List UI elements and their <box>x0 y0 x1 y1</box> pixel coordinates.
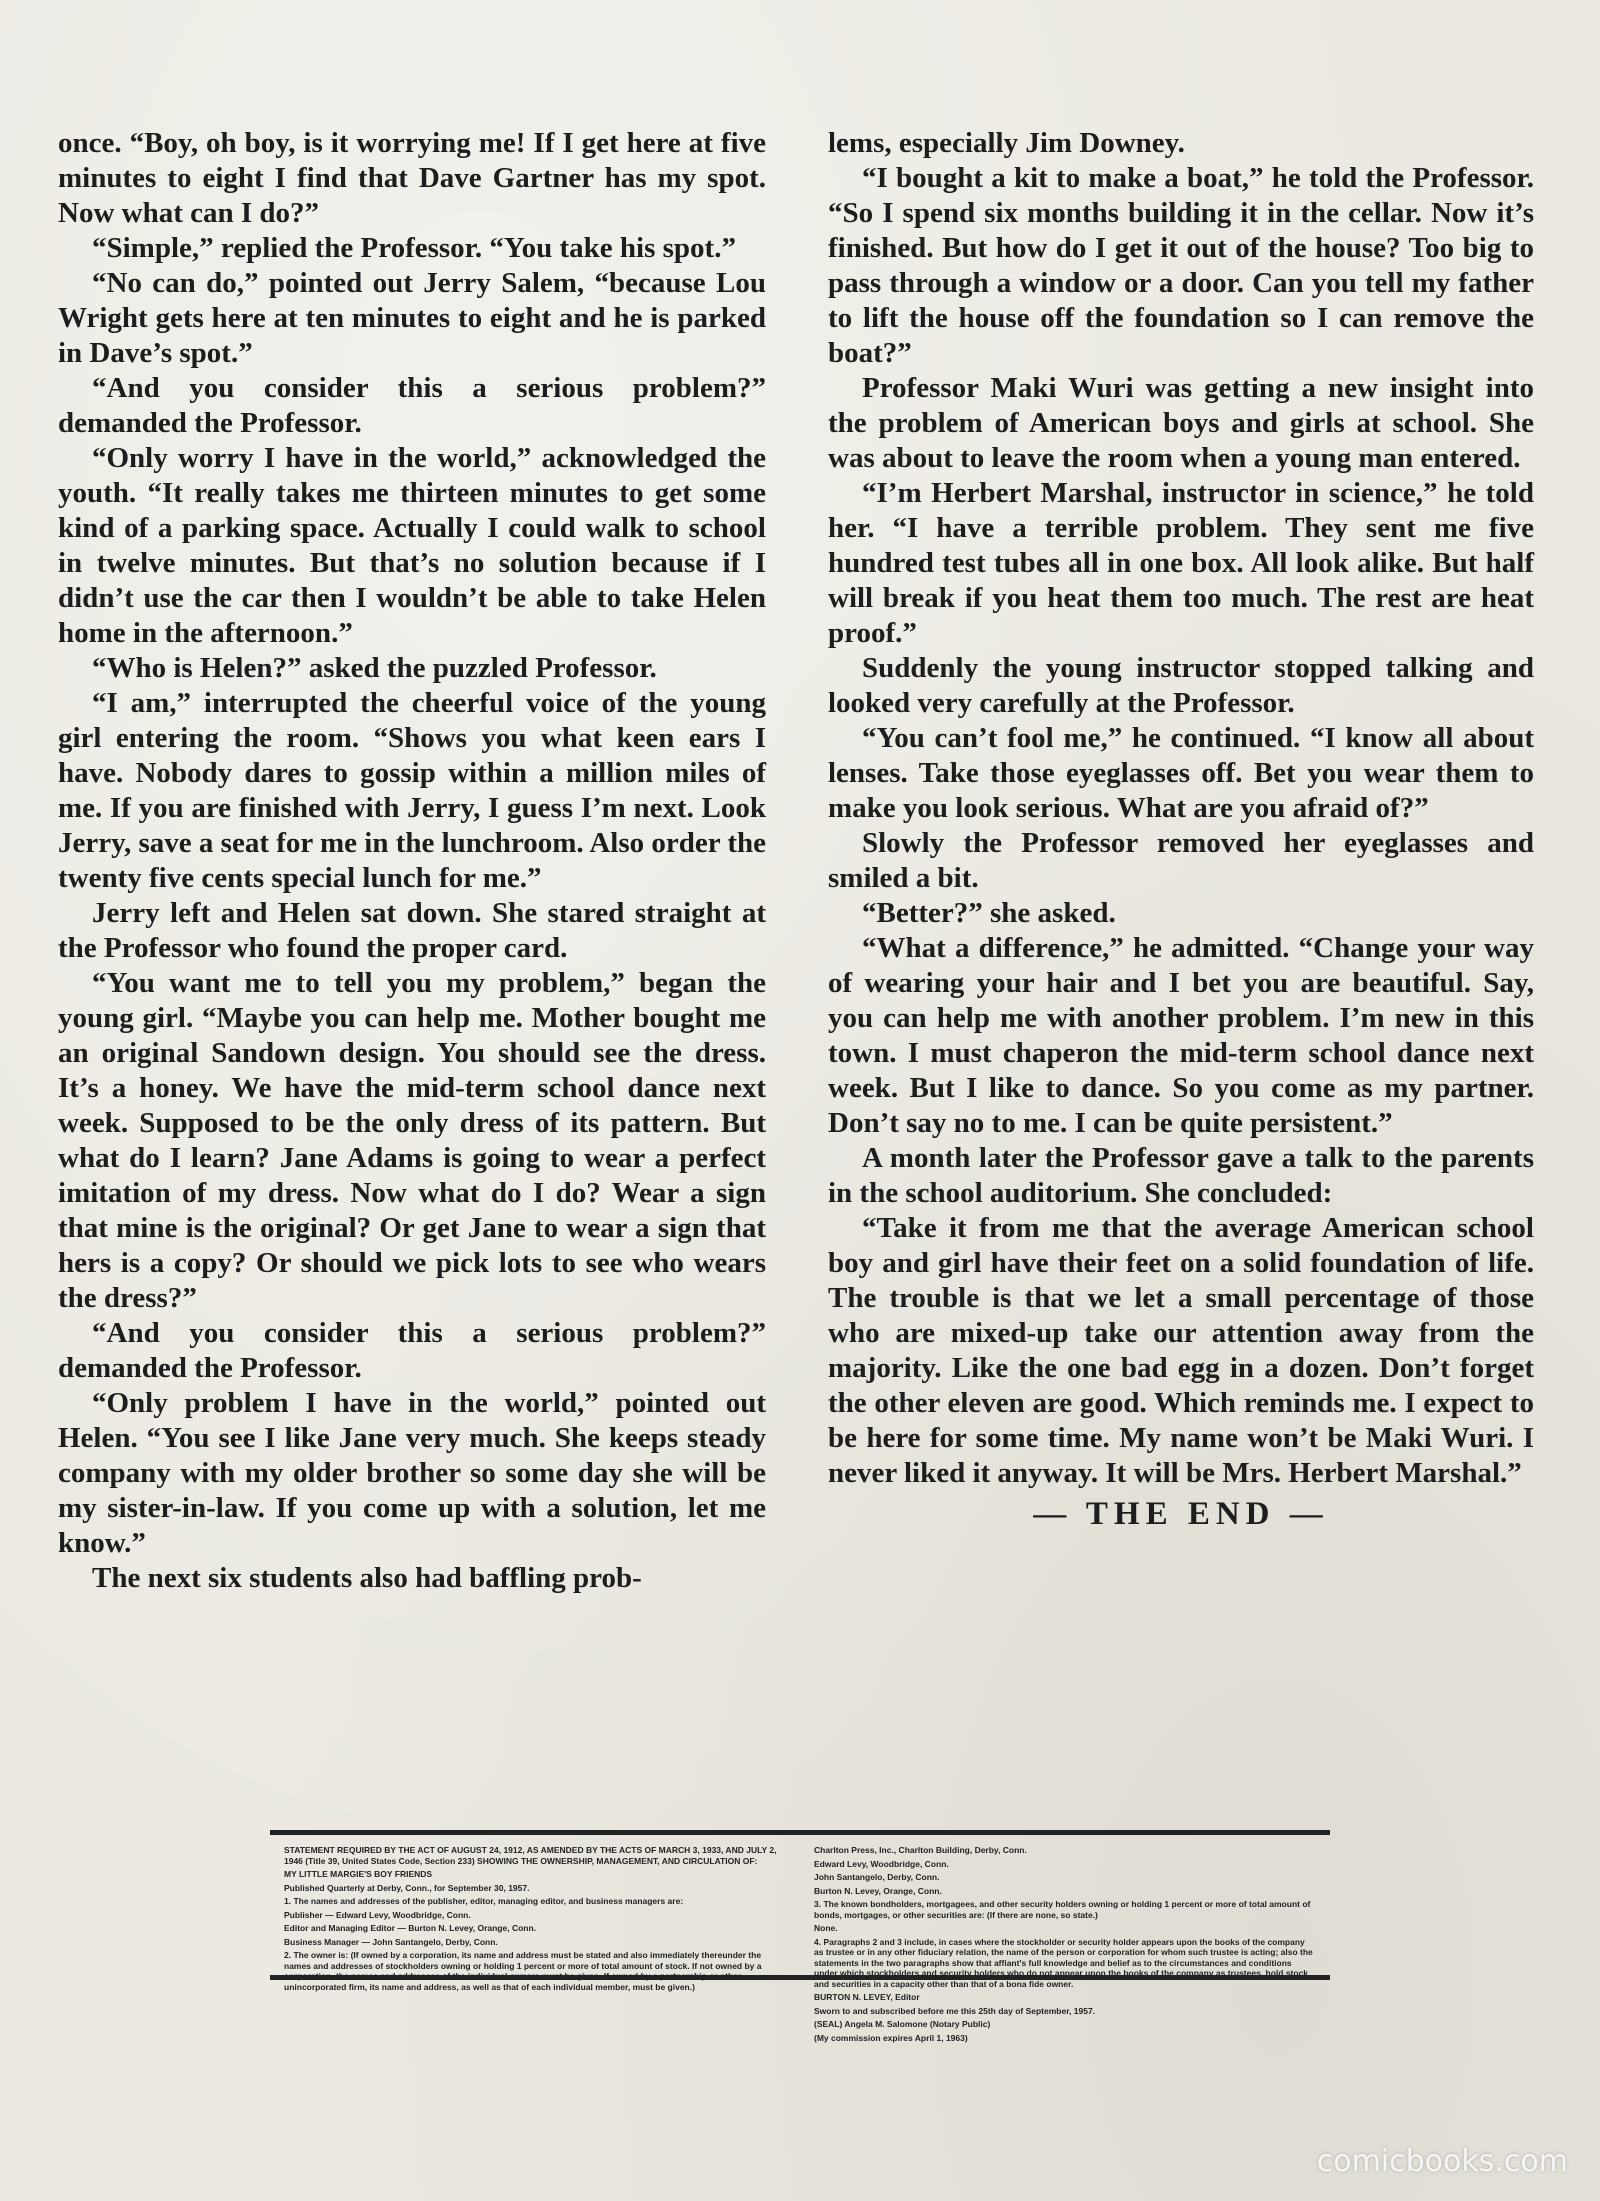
statement-line: Published Quarterly at Derby, Conn., for September 30, 1957. <box>284 1882 530 1893</box>
statement-left-column <box>284 1845 786 1992</box>
statement-line: Burton N. Levey, Orange, Conn. <box>814 1885 942 1896</box>
statement-line: (My commission expires April 1, 1963) <box>814 2032 968 2043</box>
statement-line: (SEAL) Angela M. Salomone (Notary Public) <box>814 2019 991 2029</box>
statement-line: 2. The owner is: (If owned by a corporation, its name and address must be stated and also immediately thereunder the names and addresses of stockholders owning or holding 1 percent or more of total amount of stock. If not owned by a corporation, the names and addresses of the individual owners must be given. If owned by a partnership or other unincorporated firm, its name and address, as well as that of each individual member, must be given.) <box>284 1950 762 1992</box>
statement-line: 4. Paragraphs 2 and 3 include, in cases where the stockholder or security holder appears upon the books of the company as trustee or in any other fiduciary relation, the name of the person or corporation for whom such trustee is acting; also the statements in the two paragraphs show that affiant's full knowledge and belief as to the circumstances and conditions under which stockholders and security holders who do not appear upon the books of the company as trustees, hold stock and securities in a capacity other than that of a bona fide owner. <box>814 1936 1313 1989</box>
story-paragraph: The next six students also had baffling prob- <box>92 1562 642 1594</box>
story-paragraph: “I bought a kit to make a boat,” he told the Professor. “So I spend six months building it in the cellar. Now it’s finished. But how do I get it out of the house? Too big to pass through a window or a door. Can you tell my father to lift the house off the foundation so I can remove the boat?” <box>828 162 1534 369</box>
statement-line: None. <box>814 1923 838 1933</box>
story-paragraph: Jerry left and Helen sat down. She stared straight at the Professor who found the proper card. <box>58 897 766 964</box>
story-paragraph: “You want me to tell you my problem,” began the young girl. “Maybe you can help me. Mother bought me an original Sandown design. You should see the dress. It’s a honey. We have the mid-term school dance next week. Supposed to be the only dress of its pattern. But what do I learn? Jane Adams is going to wear a perfect imitation of my dress. Now what do I do? Wear a sign that mine is the original? Or get Jane to wear a sign that hers is a copy? Or should we pick lots to see who wears the dress?” <box>58 967 766 1314</box>
story-paragraph: “Only worry I have in the world,” acknowledged the youth. “It really takes me thirteen minutes to get some kind of a parking space. Actually I could walk to school in twelve minutes. But that’s no solution because if I didn’t use the car then I wouldn’t be able to take Helen home in the afternoon.” <box>58 442 766 649</box>
story-paragraph: Slowly the Professor removed her eyeglasses and smiled a bit. <box>828 827 1534 894</box>
story-paragraph: “Better?” she asked. <box>862 897 1116 929</box>
story-paragraph: “I am,” interrupted the cheerful voice of the young girl entering the room. “Shows you what keen ears I have. Nobody dares to gossip within a million miles of me. If you are finished with Jerry, I guess I’m next. Look Jerry, save a seat for me in the lunchroom. Also order the twenty five cents special lunch for me.” <box>58 687 766 894</box>
story-paragraph: “And you consider this a serious problem?” demanded the Professor. <box>58 1317 766 1384</box>
statement-line: Business Manager — John Santangelo, Derby, Conn. <box>284 1936 498 1947</box>
statement-line: John Santangelo, Derby, Conn. <box>814 1872 940 1882</box>
statement-line: Editor and Managing Editor — Burton N. Levey, Orange, Conn. <box>284 1923 537 1933</box>
statement-line: Publisher — Edward Levy, Woodbridge, Conn. <box>284 1909 471 1920</box>
statement-line: STATEMENT REQUIRED BY THE ACT OF AUGUST 24, 1912, AS AMENDED BY THE ACTS OF MARCH 3, 1933, AND JULY 2, 1946 (Title 39, United States Code, Section 233) SHOWING THE OWNERSHIP, MANAGEMENT, AND CIRCULATION OF: <box>284 1845 777 1866</box>
story-paragraph: Suddenly the young instructor stopped talking and looked very carefully at the Professor. <box>828 652 1534 719</box>
story-paragraph: “Simple,” replied the Professor. “You take his spot.” <box>92 232 736 264</box>
statement-line: 1. The names and addresses of the publisher, editor, managing editor, and business managers are: <box>284 1896 684 1906</box>
story-paragraph: “No can do,” pointed out Jerry Salem, “because Lou Wright gets here at ten minutes to eight and he is parked in Dave’s spot.” <box>58 267 766 369</box>
statement-line: BURTON N. LEVEY, Editor <box>814 1992 920 2002</box>
site-watermark: comicbooks.com <box>1316 2144 1568 2179</box>
statement-line: Sworn to and subscribed before me this 25th day of September, 1957. <box>814 2005 1096 2016</box>
story-right-column <box>828 126 1534 1532</box>
story-paragraph: “Take it from me that the average American school boy and girl have their feet on a solid foundation of life. The trouble is that we let a small percentage of those who are mixed-up take our attention away from the majority. Like the one bad egg in a dozen. Don’t forget the other eleven are good. Which reminds me. I expect to be here for some time. My name won’t be Maki Wuri. I never liked it anyway. It will be Mrs. Herbert Marshal.” <box>828 1212 1534 1489</box>
story-paragraph: once. “Boy, oh boy, is it worrying me! If I get here at five minutes to eight I find that Dave Gartner has my spot. Now what can I do?” <box>58 127 766 229</box>
story-paragraph: “What a difference,” he admitted. “Change your way of wearing your hair and I bet you are beautiful. Say, you can help me with another problem. I’m new in this town. I must chaperon the mid-term school dance next week. But I like to dance. So you come as my partner. Don’t say no to me. I can be quite persistent.” <box>828 932 1534 1139</box>
story-paragraph: “I’m Herbert Marshal, instructor in science,” he told her. “I have a terrible problem. They sent me five hundred test tubes all in one box. All look alike. But half will break if you heat them too much. The rest are heat proof.” <box>828 477 1534 649</box>
statement-right-column <box>814 1845 1316 2043</box>
statement-line: Charlton Press, Inc., Charlton Building, Derby, Conn. <box>814 1845 1027 1855</box>
story-paragraph: lems, especially Jim Downey. <box>828 127 1185 159</box>
ownership-statement-box <box>270 1830 1330 2043</box>
the-end-marker: — THE END — <box>1033 1496 1329 1532</box>
story-paragraph: Professor Maki Wuri was getting a new insight into the problem of American boys and girls at school. She was about to leave the room when a young man entered. <box>828 372 1534 474</box>
story-paragraph: “You can’t fool me,” he continued. “I know all about lenses. Take those eyeglasses off. Bet you wear them to make you look serious. What are you afraid of?” <box>828 722 1534 824</box>
story-paragraph: “And you consider this a serious problem?” demanded the Professor. <box>58 372 766 439</box>
statement-line: Edward Levy, Woodbridge, Conn. <box>814 1858 949 1869</box>
statement-line: MY LITTLE MARGIE'S BOY FRIENDS <box>284 1869 433 1879</box>
statement-line: 3. The known bondholders, mortgagees, and other security holders owning or holding 1 percent or more of total amount of bonds, mortgages, or other securities are: (If there are none, so state.) <box>814 1899 1311 1920</box>
story-paragraph: “Who is Helen?” asked the puzzled Professor. <box>92 652 657 684</box>
story-paragraph: “Only problem I have in the world,” pointed out Helen. “You see I like Jane very much. She keeps steady company with my older brother so some day she will be my sister-in-law. If you come up with a solution, let me know.” <box>58 1387 766 1559</box>
story-paragraph: A month later the Professor gave a talk to the parents in the school auditorium. She concluded: <box>828 1142 1534 1209</box>
story-left-column <box>58 126 766 1596</box>
